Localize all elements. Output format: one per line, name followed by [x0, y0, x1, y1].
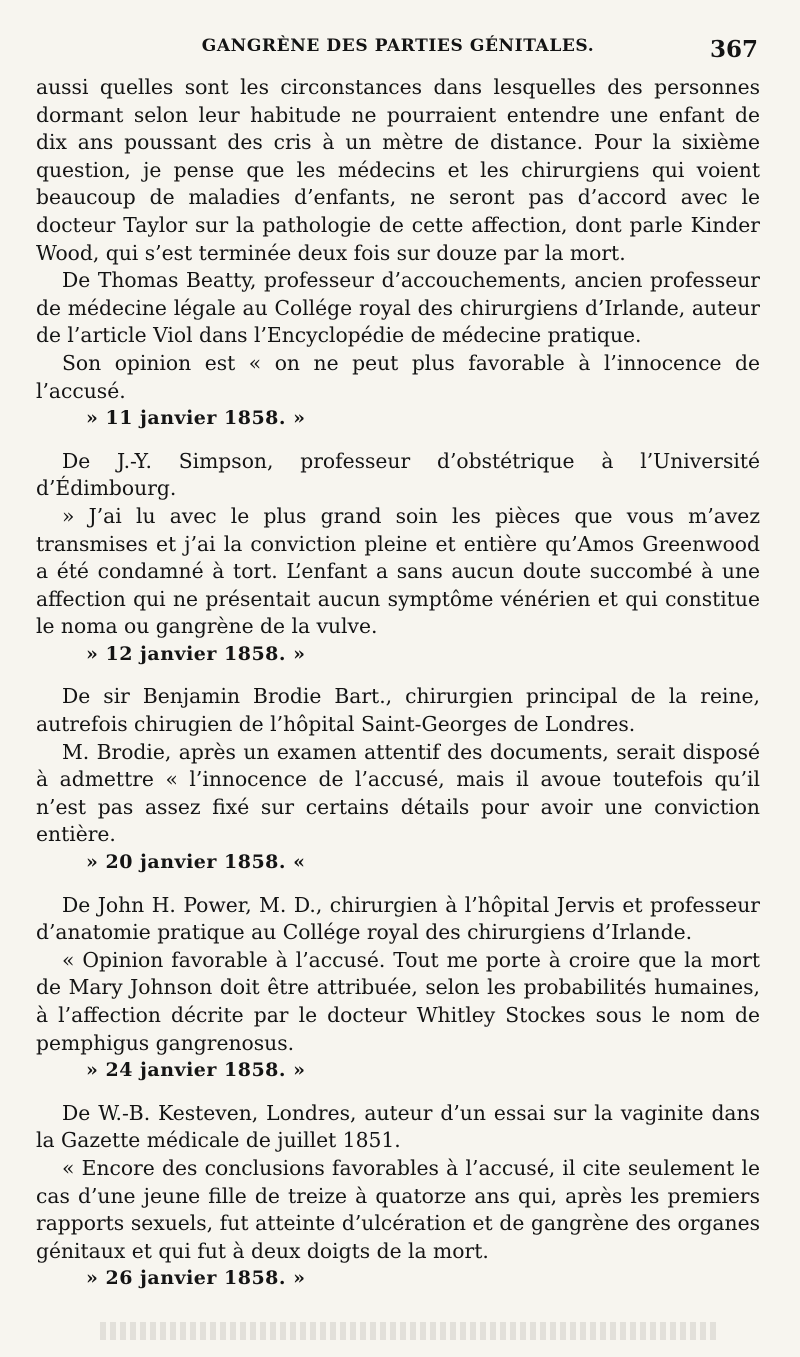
date-line: » 12 janvier 1858. » [86, 642, 306, 665]
paragraph-beatty-opinion: Son opinion est « on ne peut plus favorable à l’innocence de l’accusé. [36, 350, 760, 403]
paragraph-simpson-intro: De J.-Y. Simpson, professeur d’obstétrique à l’Université d’Édimbourg. [36, 448, 760, 501]
paragraph-kesteven-intro: De W.-B. Kesteven, Londres, auteur d’un essai sur la vaginite dans la Gazette médicale de juillet 1851. [36, 1100, 760, 1153]
paragraph-power-opinion: « Opinion favorable à l’accusé. Tout me porte à croire que la mort de Mary Johnson doit être attribuée, selon les probabilités humaines, à l’affection décrite par le docteur Whitley Stockes sous le nom de pemphigus gangrenosus. [36, 947, 760, 1055]
running-head [36, 36, 760, 70]
paragraph-simpson-opinion: » J’ai lu avec le plus grand soin les pièces que vous m’avez transmises et j’ai la conviction pleine et entière qu’Amos Greenwood a été condamné à tort. L’enfant a sans aucun doute succombé à une affection qui ne présentait aucun symptôme vénérien et qui constitue le noma ou gangrène de la vulve. [36, 503, 760, 639]
paragraph-continued: aussi quelles sont les circonstances dans lesquelles des personnes dormant selon leur habitude ne pourraient entendre une enfant de dix ans poussant des cris à un mètre de distance. Pour la sixième question, je pense que les médecins et les chirurgiens qui voient beaucoup de maladies d’enfants, ne seront pas d’accord avec le docteur Taylor sur la pathologie de cette affection, dont parle Kinder Wood, qui s’est terminée deux fois sur douze par la mort. [36, 75, 760, 265]
date-line: » 11 janvier 1858. » [86, 407, 306, 430]
paragraph-brodie-intro: De sir Benjamin Brodie Bart., chirurgien principal de la reine, autrefois chirugien de l’hôpital Saint-Georges de Londres. [36, 684, 760, 737]
date-line: » 20 janvier 1858. « [86, 851, 306, 874]
page-number: 367 [709, 36, 758, 63]
running-title: GANGRÈNE DES PARTIES GÉNITALES. [201, 36, 595, 56]
date-line: » 24 janvier 1858. » [86, 1059, 306, 1082]
date-line: » 26 janvier 1858. » [86, 1267, 306, 1290]
body-text [36, 74, 760, 1293]
paragraph-brodie-opinion: M. Brodie, après un examen attentif des documents, serait disposé à admettre « l’innocence de l’accusé, mais il avoue toutefois qu’il n’est pas assez fixé sur certains détails pour avoir une conviction entière. [36, 739, 760, 847]
paragraph-power-intro: De John H. Power, M. D., chirurgien à l’hôpital Jervis et professeur d’anatomie pratique au Collége royal des chirurgiens d’Irlande. [36, 892, 760, 945]
paragraph-kesteven-opinion: « Encore des conclusions favorables à l’accusé, il cite seulement le cas d’une jeune fille de treize à quatorze ans qui, après les premiers rapports sexuels, fut atteinte d’ulcération et de gangrène des organes génitaux et qui fut à deux doigts de la mort. [36, 1155, 760, 1263]
bleed-through-footer [100, 1322, 720, 1340]
paragraph-beatty-intro: De Thomas Beatty, professeur d’accouchements, ancien professeur de médecine légale au Collége royal des chirurgiens d’Irlande, auteur de l’article Viol dans l’Encyclopédie de médecine pratique. [36, 268, 760, 348]
